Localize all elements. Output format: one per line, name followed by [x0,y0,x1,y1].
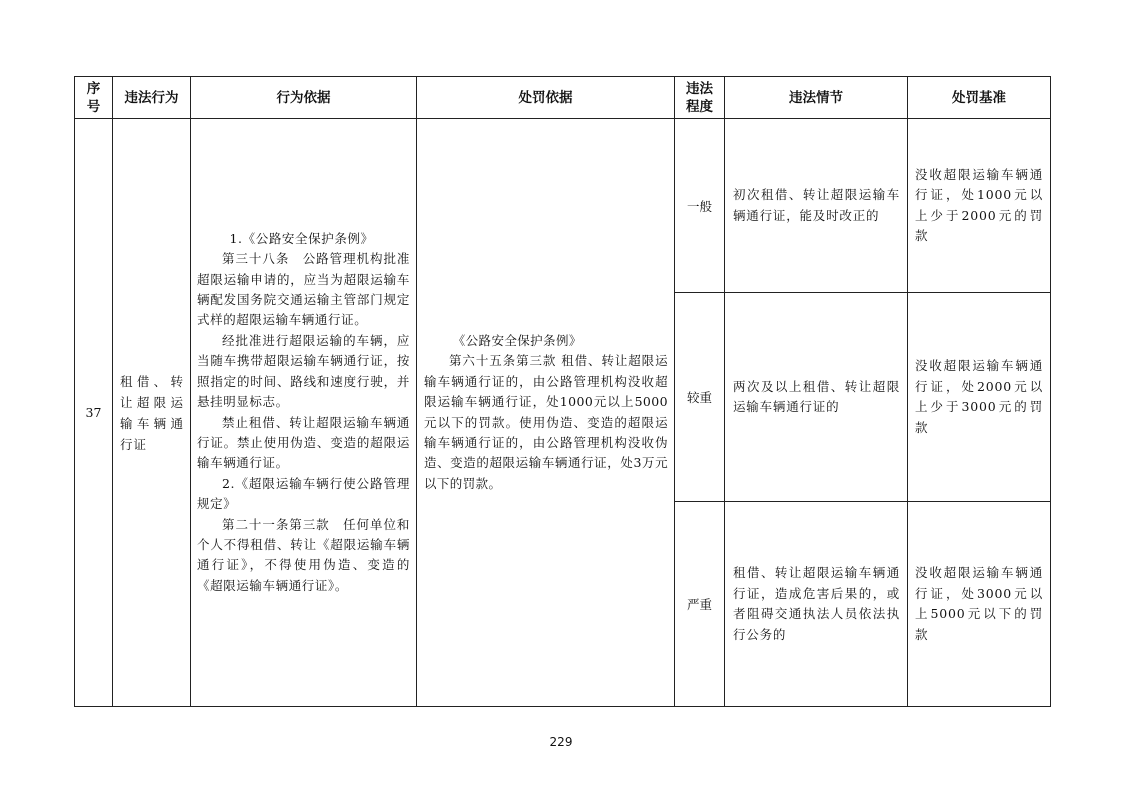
basis-paragraph: 1.《公路安全保护条例》 [229,230,374,246]
header-penalty-basis: 处罚依据 [417,77,675,119]
penalty-standard-table [74,76,1051,707]
violation-act: 租借、转让超限运输车辆通行证 [113,119,191,707]
header-degree: 违法程度 [675,77,725,119]
header-no: 序号 [75,77,113,119]
degree-general: 一般 [675,119,725,293]
standard-severe: 没收超限运输车辆通行证，处3000元以上5000元以下的罚款 [908,502,1051,707]
page-number: 229 [549,735,573,749]
circumstance-serious: 两次及以上租借、转让超限运输车辆通行证的 [725,293,908,502]
header-basis: 行为依据 [191,77,417,119]
circumstance-general: 初次租借、转让超限运输车辆通行证，能及时改正的 [725,119,908,293]
circumstance-severe: 租借、转让超限运输车辆通行证，造成危害后果的，或者阻碍交通执法人员依法执行公务的 [725,502,908,707]
table-row [75,119,1051,293]
standard-serious: 没收超限运输车辆通行证，处2000元以上少于3000元的罚款 [908,293,1051,502]
header-standard: 处罚基准 [908,77,1051,119]
header-circumstance: 违法情节 [725,77,908,119]
basis-paragraph: 第二十一条第三款 任何单位和个人不得租借、转让《超限运输车辆通行证》，不得使用伪造、变造的《超限运输车辆通行证》。 [197,516,410,593]
header-act: 违法行为 [113,77,191,119]
table-header-row [75,77,1051,119]
penalty-paragraph: 第六十五条第三款 租借、转让超限运输车辆通行证的，由公路管理机构没收超限运输车辆通行证，处1000元以上5000元以下的罚款。使用伪造、变造的超限运输车辆通行证的，由公路管理机构没收伪造、变造的超限运输车辆通行证，处3万元以下的罚款。 [424,353,668,491]
penalty-paragraph: 《公路安全保护条例》 [452,332,582,348]
basis-paragraph: 第三十八条 公路管理机构批准超限运输申请的，应当为超限运输车辆配发国务院交通运输主管部门规定式样的超限运输车辆通行证。 [197,251,410,328]
row-number: 37 [75,119,113,707]
penalty-basis-text [417,119,675,707]
basis-paragraph: 禁止租借、转让超限运输车辆通行证。禁止使用伪造、变造的超限运输车辆通行证。 [197,414,410,471]
degree-serious: 较重 [675,293,725,502]
act-basis-text [191,119,417,707]
basis-paragraph: 经批准进行超限运输的车辆，应当随车携带超限运输车辆通行证，按照指定的时间、路线和速度行驶，并悬挂明显标志。 [197,332,410,410]
degree-severe: 严重 [675,502,725,707]
standard-general: 没收超限运输车辆通行证，处1000元以上少于2000元的罚款 [908,119,1051,293]
basis-paragraph: 2.《超限运输车辆行使公路管理规定》 [197,475,410,512]
